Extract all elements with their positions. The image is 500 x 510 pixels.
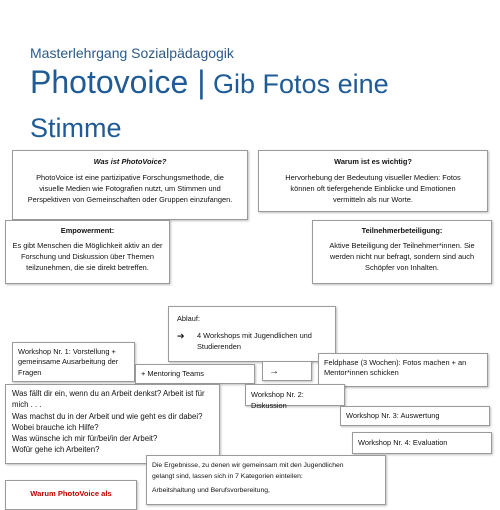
box-line: gemeinsame Ausarbeitung der xyxy=(18,357,119,367)
box-line: Feldphase (3 Wochen): Fotos machen + an xyxy=(324,358,467,367)
box-line: werden nicht nur befragt, sondern sind auch xyxy=(329,252,475,262)
title-rest: Gib Fotos eine xyxy=(205,69,389,99)
box-heading: Warum PhotoVoice als xyxy=(30,489,112,498)
box-line: Es gibt Menschen die Möglichkeit aktiv an der xyxy=(12,241,163,251)
box-ergebnisse xyxy=(146,455,386,505)
box-line: Hervorhebung der Bedeutung visueller Medien: Fotos xyxy=(285,173,461,183)
box-line: Forschung und Diskussion über Themen xyxy=(21,252,154,262)
box-line: Schöpfer von Inhalten. xyxy=(365,263,439,273)
box-text: Workshop Nr. 4: Evaluation xyxy=(358,438,448,447)
box-warum-wichtig xyxy=(258,150,488,212)
ablauf-line-1 xyxy=(177,330,327,341)
box-line: Perspektiven von Gemeinschaften oder Gruppen einzufangen. xyxy=(27,195,233,205)
box-heading: Warum ist es wichtig? xyxy=(334,157,412,166)
title-main: Photovoice | xyxy=(30,64,206,100)
box-was-ist-photovoice xyxy=(12,150,248,220)
box-line: Wobei brauche ich Hilfe? xyxy=(12,422,99,432)
box-heading: Was ist PhotoVoice? xyxy=(93,157,167,166)
box-arrow xyxy=(262,361,312,381)
box-feldphase xyxy=(318,353,488,387)
ablauf-label: Ablauf: xyxy=(177,314,201,323)
box-line: mich . . . xyxy=(12,400,42,410)
box-line: Wofür gehe ich Arbeiten? xyxy=(12,445,100,455)
mentoring-text: + Mentoring Teams xyxy=(141,369,204,378)
box-text: Workshop Nr. 2: Diskussion xyxy=(251,390,304,411)
box-line: Die Ergebnisse, zu denen wir gemeinsam mit den Jugendlichen xyxy=(152,462,344,469)
box-workshop-1 xyxy=(12,342,135,382)
box-line: Mentor*innen schicken xyxy=(324,368,399,378)
box-line: Was machst du in der Arbeit und wie geht es dir dabei? xyxy=(12,411,203,421)
box-mentoring xyxy=(135,364,255,384)
box-heading: Empowerment: xyxy=(60,226,115,235)
box-warum-photovoice xyxy=(5,480,137,510)
box-teilnehmerbeteiligung xyxy=(312,220,492,284)
arrow-right-icon: → xyxy=(269,366,279,377)
box-line: Was fällt dir ein, wenn du an Arbeit denkst? Arbeit ist für xyxy=(12,389,205,398)
ablauf-line-2: Studierenden xyxy=(197,342,241,352)
box-ablauf xyxy=(168,306,336,362)
box-line: Aktive Beteiligung der Teilnehmer*innen. Sie xyxy=(329,241,475,251)
box-line: vermitteln als nur Worte. xyxy=(333,195,413,205)
box-heading: Teilnehmerbeteiligung: xyxy=(361,226,443,235)
box-text: Workshop Nr. 3: Auswertung xyxy=(346,411,440,420)
box-empowerment xyxy=(5,220,170,284)
box-line: Was wünsche ich mir für/bei/in der Arbeit? xyxy=(12,434,158,444)
box-fragen xyxy=(5,384,220,464)
box-workshop-4 xyxy=(352,432,492,454)
box-workshop-2 xyxy=(245,384,345,411)
title-line-2: Stimme xyxy=(30,113,122,143)
arrow-right-icon: ➔ xyxy=(177,331,185,342)
box-line: Workshop Nr. 1: Vorstellung + xyxy=(18,347,116,356)
ablauf-text: 4 Workshops mit Jugendlichen und xyxy=(197,331,312,341)
box-workshop-3 xyxy=(340,406,490,426)
box-line: Arbeitshaltung und Berufsvorbereitung, xyxy=(152,487,270,495)
box-line: PhotoVoice ist eine partizipative Forschungsmethode, die xyxy=(36,173,224,183)
box-line: visuelle Medien wie Fotografien nutzt, um Stimmen und xyxy=(39,184,221,194)
box-line: teilzunehmen, die sie direkt betreffen. xyxy=(26,263,149,273)
box-line: gelangt sind, lassen sich in 7 Kategorien einteilen: xyxy=(152,472,303,480)
box-line: können oft tiefergehende Einblicke und Emotionen xyxy=(290,184,456,194)
page-title xyxy=(30,64,389,101)
subtitle: Masterlehrgang Sozialpädagogik xyxy=(30,45,234,61)
box-line: Fragen xyxy=(18,367,42,377)
